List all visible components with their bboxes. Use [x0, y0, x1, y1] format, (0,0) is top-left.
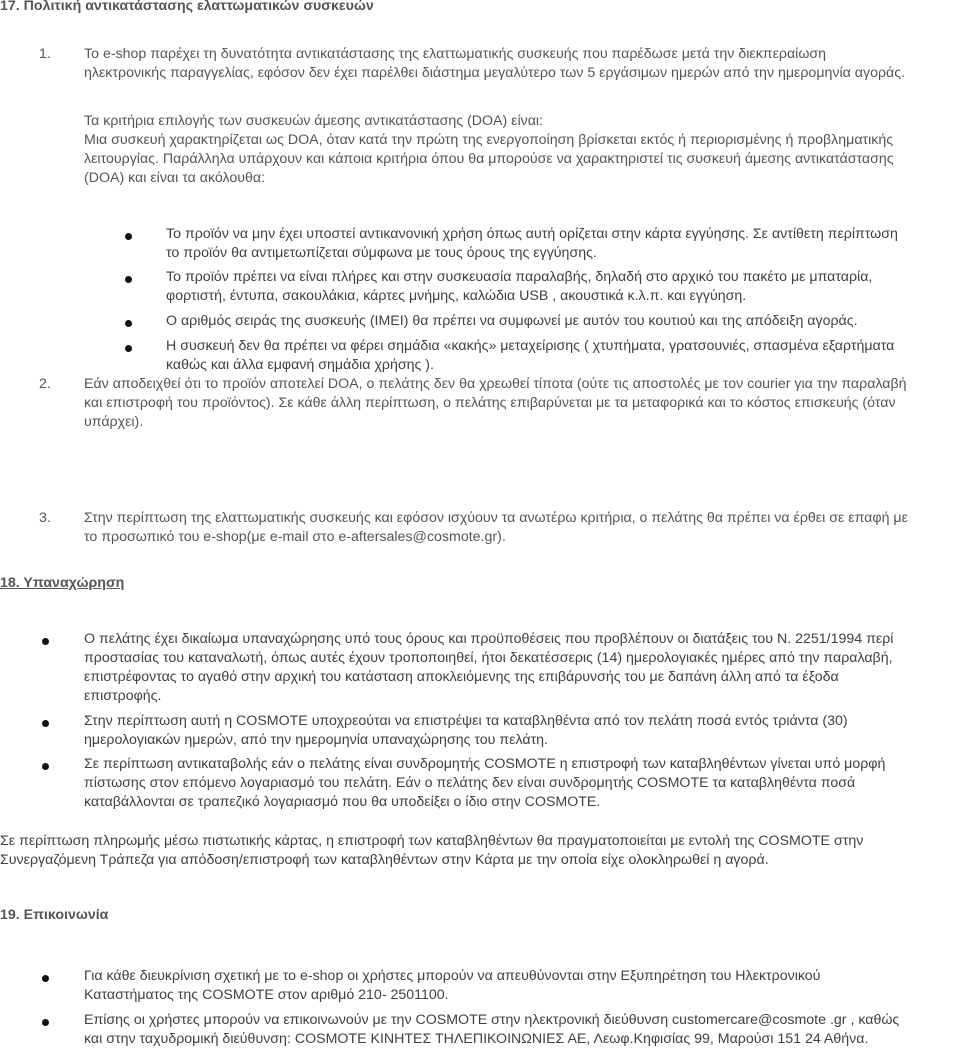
bullet-icon	[42, 763, 49, 770]
refund-terms	[84, 712, 848, 750]
card-refund-note	[0, 832, 863, 870]
bullet-icon	[125, 233, 132, 240]
bullet-icon	[125, 276, 132, 283]
cod-refund-line: Σε περίπτωση αντικαταβολής εάν ο πελάτης είναι συνδρομητής COSMOTE η επιστροφή των καταβληθέντων γίνεται υπό μορφή	[84, 756, 886, 772]
item-3-text	[84, 509, 908, 547]
card-refund-line: Σε περίπτωση πληρωμής μέσω πιστωτικής κάρτας, η επιστροφή των καταβληθέντων θα πραγματοποιείται με εντολή της COSMOTE στην	[0, 833, 864, 849]
refund-line: Στην περίπτωση αυτή η COSMOTE υποχρεούται να επιστρέψει τα καταβληθέντα από τον πελάτη ποσά εντός τριάντα (30)	[84, 713, 848, 729]
contact-phone	[84, 967, 820, 1005]
withdrawal-line: επιστρέφοντας το αγαθό στην αρχική του κατάσταση αποκλειόμενης της επιβάρυνσής του με δαπάνη άλλη από τα έξοδα	[84, 669, 839, 685]
doa-criterion-line: Ο αριθμός σειράς της συσκευής (IMEI) θα πρέπει να συμφωνεί με αυτόν του κουτιού και της απόδειξη αγοράς.	[166, 313, 858, 329]
card-refund-line: Συνεργαζόμενη Τράπεζα για απόδοση/επιστροφή των καταβληθέντων στην Κάρτα με την οποία είχε ολοκληρωθεί η αγορά.	[0, 852, 769, 868]
section-18-title: 18. Υπαναχώρηση	[0, 575, 125, 591]
withdrawal-line: Ο πελάτης έχει δικαίωμα υπαναχώρησης υπό τους όρους και προϋποθέσεις που προβλέπουν οι διατάξεις του Ν. 2251/1994 περί	[84, 631, 894, 647]
section-17-title: 17. Πολιτική αντικατάστασης ελαττωματικών συσκευών	[0, 0, 374, 14]
bullet-icon	[42, 1019, 49, 1026]
doa-criteria-line: (DOA) και είναι τα ακόλουθα:	[84, 170, 266, 186]
doa-criteria-paragraph	[84, 112, 894, 188]
contact-email-line: Επίσης οι χρήστες μπορούν να επικοινωνούν με την COSMOTE στην ηλεκτρονική διεύθυνση customercare@cosmote .gr , καθώς	[84, 1012, 900, 1028]
item-2-line: υπάρχει).	[84, 414, 144, 430]
item-3-number: 3.	[39, 510, 51, 526]
doa-criterion-1	[166, 225, 898, 263]
doa-criterion-line: Η συσκευή δεν θα πρέπει να φέρει σημάδια «κακής» μεταχείρισης ( χτυπήματα, γρατσουνιές, σπασμένα εξαρτήματα	[166, 338, 895, 354]
item-2-line: Εάν αποδειχθεί ότι το προϊόν αποτελεί DOA, ο πελάτης δεν θα χρεωθεί τίποτα (ούτε τις αποστολές με τον courier για την παραλαβή	[84, 376, 907, 392]
item-1-number: 1.	[39, 46, 51, 62]
doa-criterion-line: καθώς και άλλα εμφανή σημάδια χρήσης ).	[166, 357, 434, 373]
cod-refund-line: καταβάλλονται σε τραπεζικό λογαριασμό που θα υποδείξει ο ίδιο στην COSMOTE.	[84, 794, 601, 810]
doa-criterion-line: Το προϊόν να μην έχει υποστεί αντικανονική χρήση όπως αυτή ορίζεται στην κάρτα εγγύησης. Σε αντίθετη περίπτωση	[166, 226, 898, 242]
doa-criterion-line: Το προϊόν πρέπει να είναι πλήρες και στην συσκευασία παραλαβής, δηλαδή στο αρχικό του πακέτο με μπαταρία,	[166, 269, 873, 285]
contact-phone-line: Για κάθε διευκρίνιση σχετική με το e-shop οι χρήστες μπορούν να απευθύνονται στην Εξυπηρέτηση του Ηλεκτρονικού	[84, 968, 821, 984]
item-2-number: 2.	[39, 376, 51, 392]
bullet-icon	[125, 320, 132, 327]
item-1-text	[84, 45, 905, 83]
item-2-line: και επιστροφή του προϊόντος). Σε κάθε άλλη περίπτωση, ο πελάτης επιβαρύνεται με τα μεταφορικά και το κόστος επισκευής (όταν	[84, 395, 896, 411]
doa-criteria-line: Τα κριτήρια επιλογής των συσκευών άμεσης αντικατάστασης (DOA) είναι:	[84, 113, 543, 129]
doa-criterion-2	[166, 268, 872, 306]
doa-criteria-line: Μια συσκευή χαρακτηρίζεται ως DOA, όταν κατά την πρώτη της ενεργοποίηση βρίσκεται εκτός ή περιορισμένης ή προβληματικής	[84, 132, 894, 148]
section-19-title: 19. Επικοινωνία	[0, 907, 109, 923]
item-1-line: Το e-shop παρέχει τη δυνατότητα αντικατάστασης της ελαττωματικής συσκευής που παρέδωσε μετά την διεκπεραίωση	[84, 46, 827, 62]
refund-line: ημερολογιακών ημερών, από την ημερομηνία υπαναχώρησης του πελάτη.	[84, 732, 549, 748]
bullet-icon	[42, 638, 49, 645]
cod-refund	[84, 755, 885, 812]
contact-email-line: και στην ταχυδρομική διεύθυνση: COSMOTE ΚΙΝΗΤΕΣ ΤΗΛΕΠΙΚΟΙΝΩΝΙΕΣ ΑΕ, Λεωφ.Κηφισίας 99, Μαρούσι 151 24 Αθήνα.	[84, 1031, 869, 1047]
doa-criterion-4	[166, 337, 894, 375]
withdrawal-line: προστασίας του καταναλωτή, όπως αυτές έχουν τροποποιηθεί, ήτοι δεκατέσσερις (14) ημερολογιακές ημέρες από την παραλαβή,	[84, 650, 893, 666]
bullet-icon	[125, 345, 132, 352]
bullet-icon	[42, 720, 49, 727]
item-3-line: το προσωπικό του e-shop(με e-mail στο e-aftersales@cosmote.gr).	[84, 529, 506, 545]
doa-criterion-3	[166, 312, 858, 331]
doa-criteria-line: λειτουργίας. Παράλληλα υπάρχουν και κάποια κριτήρια όπου θα μπορούσε να χαρακτηριστεί τις συσκευή άμεσης αντικατάστασης	[84, 151, 894, 167]
contact-phone-line: Καταστήματος της COSMOTE στον αριθμό 210- 2501100.	[84, 987, 449, 1003]
bullet-icon	[42, 975, 49, 982]
item-1-line: ηλεκτρονικής παραγγελίας, εφόσον δεν έχει παρέλθει διάστημα μεγαλύτερο των 5 εργάσιμων ημερών από την ημερομηνία αγοράς.	[84, 65, 906, 81]
doa-criterion-line: φορτιστή, έντυπα, σακουλάκια, κάρτες μνήμης, καλώδια USB , ακουστικά κ.λ.π. και εγγύηση.	[166, 288, 747, 304]
item-2-text	[84, 375, 907, 432]
contact-email-address	[84, 1011, 899, 1049]
item-3-line: Στην περίπτωση της ελαττωματικής συσκευής και εφόσον ισχύουν τα ανωτέρω κριτήρια, ο πελάτης θα πρέπει να έρθει σε επαφή με	[84, 510, 908, 526]
cod-refund-line: πίστωσης στον επόμενο λογαριασμό του πελάτη. Εάν ο πελάτης δεν είναι συνδρομητής COSMOTE τα καταβληθέντα ποσά	[84, 775, 856, 791]
doa-criterion-line: το προϊόν θα αντιμετωπίζεται σύμφωνα με τους όρους της εγγύησης.	[166, 245, 597, 261]
withdrawal-right	[84, 630, 893, 706]
withdrawal-line: επιστροφής.	[84, 688, 162, 704]
